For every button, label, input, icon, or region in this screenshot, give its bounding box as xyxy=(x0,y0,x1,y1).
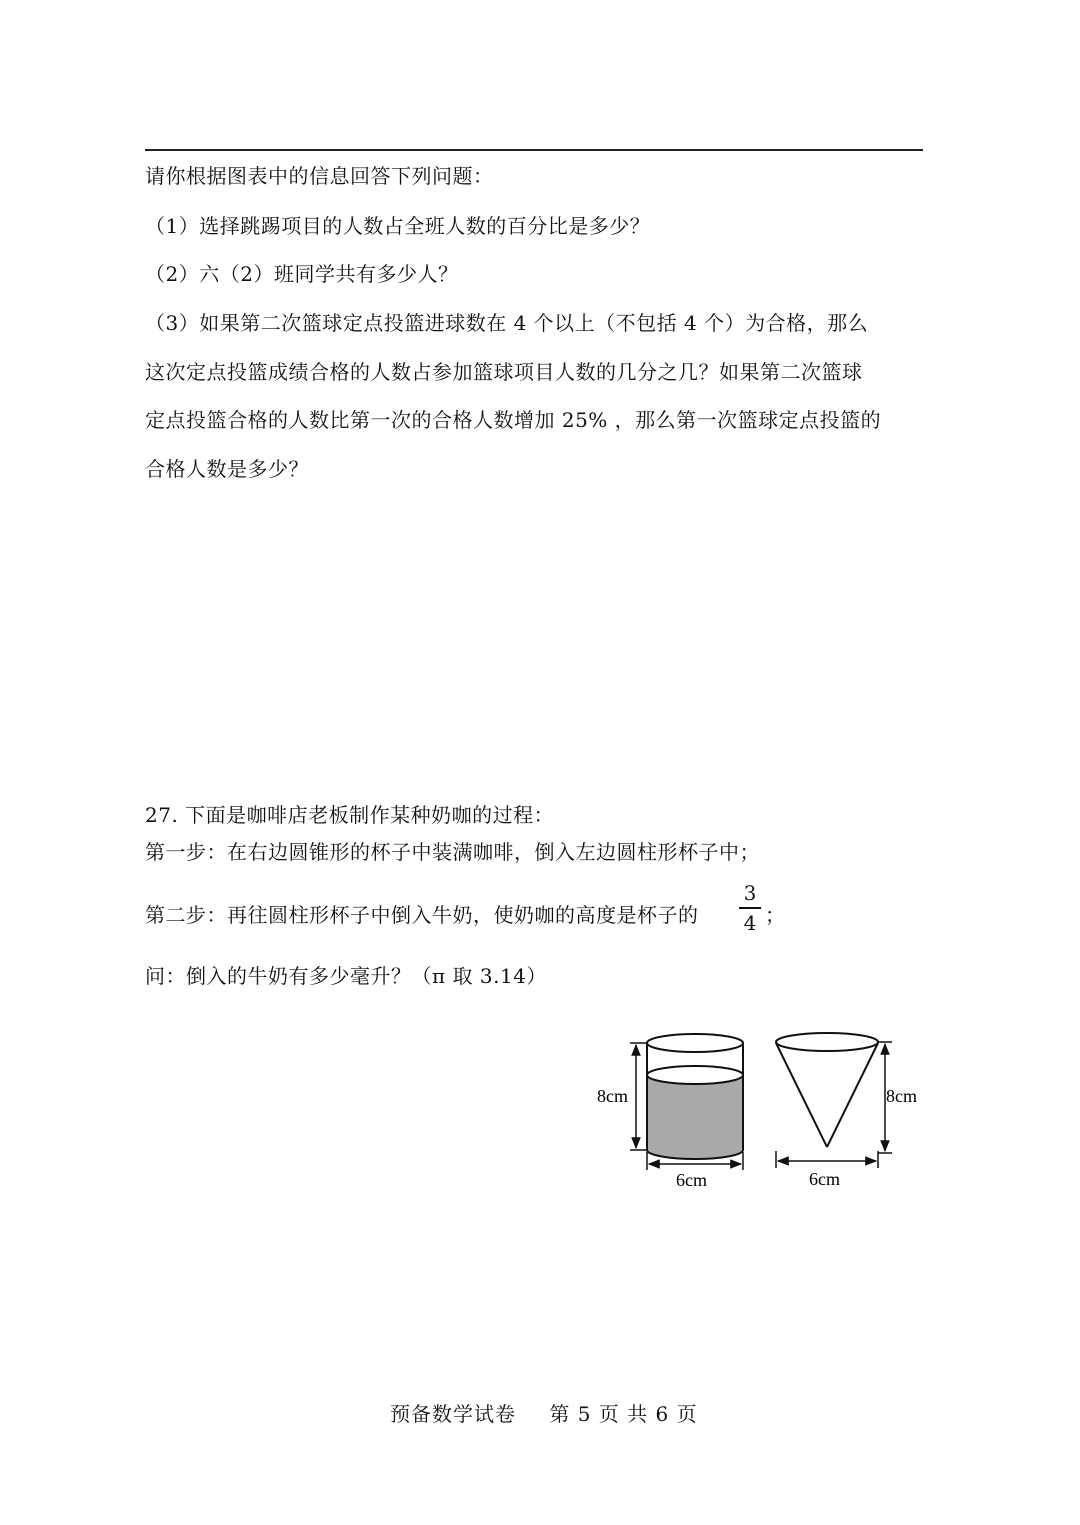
cylinder-diameter-label: 6cm xyxy=(676,1170,707,1190)
question-26-part-1: （1）选择跳踢项目的人数占全班人数的百分比是多少？ xyxy=(145,214,651,238)
cylinder-height-label: 8cm xyxy=(597,1086,628,1106)
cylinder-height-dimension xyxy=(630,1043,647,1150)
cone-left-edge xyxy=(776,1043,827,1147)
question-26-part-2: （2）六（2）班同学共有多少人？ xyxy=(145,262,459,286)
cone-diameter-label: 6cm xyxy=(809,1169,840,1189)
question-26-part-3-line-1: （3）如果第二次篮球定点投篮进球数在 4 个以上（不包括 4 个）为合格，那么 xyxy=(145,311,869,335)
cylinder-cup xyxy=(647,1034,743,1159)
cone-diameter-dimension xyxy=(776,1151,878,1168)
question-27-step-1: 第一步：在右边圆锥形的杯子中装满咖啡，倒入左边圆柱形杯子中； xyxy=(145,840,760,864)
exam-name: 预备数学试卷 xyxy=(390,1402,516,1426)
question-27-title: 27. 下面是咖啡店老板制作某种奶咖的过程： xyxy=(145,803,555,827)
coffee-fill xyxy=(647,1075,743,1159)
cone-height-label: 8cm xyxy=(886,1086,917,1106)
question-26-part-3-line-3: 定点投篮合格的人数比第一次的合格人数增加 25% ，那么第一次篮球定点投篮的 xyxy=(145,408,882,432)
fraction-three-quarters xyxy=(737,880,763,936)
cups-diagram xyxy=(590,1025,940,1195)
step-2-end-punctuation: ； xyxy=(765,903,785,927)
cups-figure xyxy=(590,1025,940,1199)
page-footer xyxy=(390,1398,702,1427)
top-divider xyxy=(145,149,923,151)
liquid-surface xyxy=(647,1066,743,1084)
fraction-numerator: 3 xyxy=(743,881,757,905)
question-26-part-3-line-2: 这次定点投篮成绩合格的人数占参加篮球项目人数的几分之几？如果第二次篮球 xyxy=(145,360,863,384)
intro-text: 请你根据图表中的信息回答下列问题： xyxy=(145,164,494,188)
cylinder-rim xyxy=(647,1034,743,1052)
fraction-bar xyxy=(739,907,761,909)
question-26-part-3-line-4: 合格人数是多少？ xyxy=(145,457,309,481)
fraction-denominator: 4 xyxy=(743,910,757,935)
page-number: 第 5 页 共 6 页 xyxy=(549,1402,698,1426)
cone-cup xyxy=(776,1033,878,1147)
question-27-step-2: 第二步：再往圆柱形杯子中倒入牛奶，使奶咖的高度是杯子的 xyxy=(145,903,699,927)
cone-rim xyxy=(776,1033,878,1051)
cone-right-edge xyxy=(827,1043,878,1147)
question-27-question: 问：倒入的牛奶有多少毫升？（π 取 3.14） xyxy=(145,964,547,988)
